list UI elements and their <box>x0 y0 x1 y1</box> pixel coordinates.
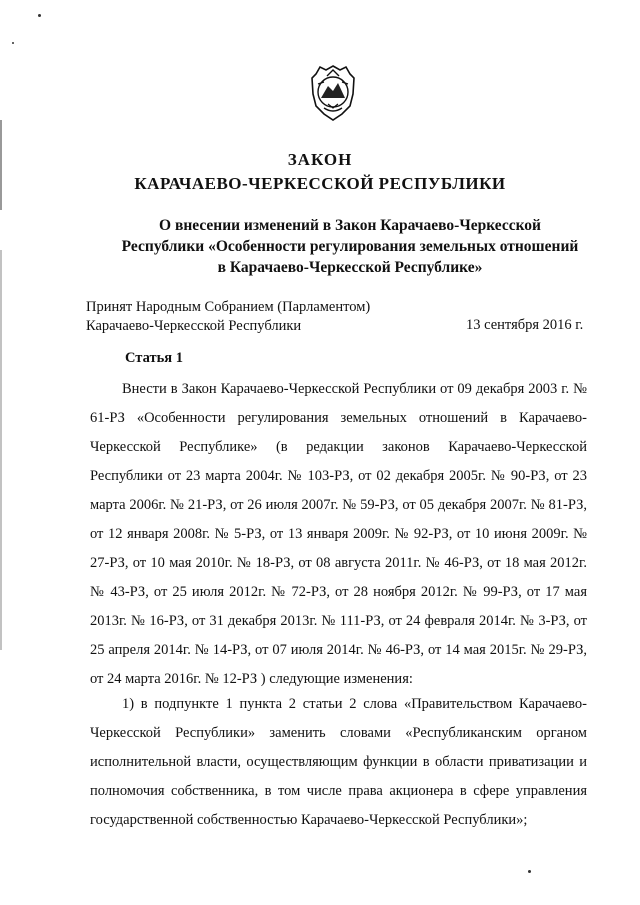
article-paragraph-1: Внести в Закон Карачаево-Черкесской Республики от 09 декабря 2003 г. № 61-РЗ «Особенности регулирования земельных отношений в Карачаево-Черкесской Республике» (в редакции законов Карачаево-Черкесской Республики от 23 марта 2004г. № 103-РЗ, от 02 декабря 2005г. № 90-РЗ, от 23 марта 2006г. № 21-РЗ, от 26 июля 2007г. № 59-РЗ, от 05 декабря 2007г. № 81-РЗ, от 12 января 2008г. № 5-РЗ, от 13 января 2009г. № 92-РЗ, от 10 июня 2009г. № 27-РЗ, от 10 мая 2010г. № 18-РЗ, от 08 августа 2011г. № 46-РЗ, от 18 мая 2012г. № 43-РЗ, от 25 июля 2012г. № 72-РЗ, от 28 ноября 2012г. № 99-РЗ, от 17 мая 2013г. № 16-РЗ, от 31 декабря 2013г. № 111-РЗ, от 24 февраля 2014г. № 3-РЗ, от 25 апреля 2014г. № 14-РЗ, от 07 июля 2014г. № 46-РЗ, от 14 мая 2015г. № 29-РЗ, от 24 марта 2016г. № 12-РЗ ) следующие изменения: <box>90 381 587 687</box>
scan-speck <box>528 870 531 873</box>
adoption-line-1: Принят Народным Собранием (Парламентом) <box>86 299 371 315</box>
law-subtitle: О внесении изменений в Закон Карачаево-Черкесской Республики «Особенности регулирования земельных отношений в Карачаево-Черкесской Республике» <box>121 217 579 276</box>
adoption-block <box>86 298 370 336</box>
scan-speck <box>38 14 41 17</box>
adoption-date: 13 сентября 2016 г. <box>466 317 584 333</box>
scan-edge-mark <box>0 250 2 650</box>
republic-title: КАРАЧАЕВО-ЧЕРКЕССКОЙ РЕСПУБЛИКИ <box>134 174 506 193</box>
article-heading: Статья 1 <box>125 350 183 366</box>
law-title: ЗАКОН <box>287 150 353 169</box>
coat-of-arms-emblem-icon <box>310 64 356 122</box>
scan-speck <box>12 42 14 44</box>
article-paragraph-2: 1) в подпункте 1 пункта 2 статьи 2 слова «Правительством Карачаево-Черкесской Республики» заменить словами «Республиканским органом исполнительной власти, осуществляющим функции в области приватизации и полномочия собственника, в том числе права акционера в сфере управления государственной собственностью Карачаево-Черкесской Республики»; <box>90 696 587 828</box>
adoption-line-2: Карачаево-Черкесской Республики <box>86 318 302 334</box>
